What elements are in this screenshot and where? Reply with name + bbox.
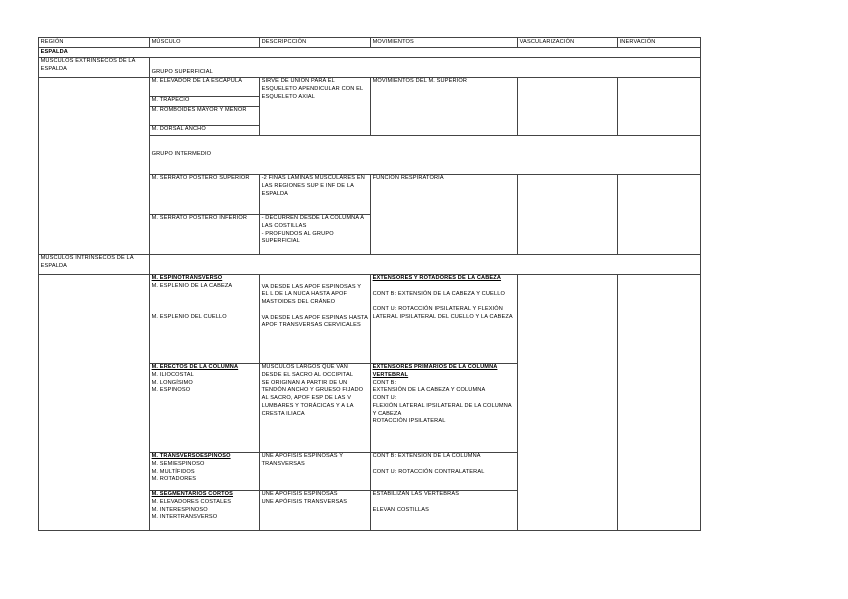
movement-cell: FUNCIÓN RESPIRATORIA <box>371 174 518 254</box>
vascular-cell <box>518 77 618 135</box>
muscle-list: M. SEMIESPINOSO M. MULTÍFIDOS M. ROTADORES <box>151 460 205 483</box>
muscle-list: M. ILIOCOSTAL M. LONGÍSIMO M. ESPINOSO <box>151 371 194 394</box>
muscle-group-cell <box>150 363 260 452</box>
movement-text: CONT B: EXTENSIÓN DE LA CABEZA Y COLUMNA CONT U: FLEXIÓN LATERAL IPSILATERAL DE LA COLUMNA Y CABEZA ROTACCIÓN IPSILATERAL <box>372 379 512 425</box>
header-cell: MÚSCULO <box>150 38 260 48</box>
region-cell <box>39 77 150 254</box>
description-cell: MÚSCULOS LARGOS QUE VAN DESDE EL SACRO AL OCCIPITAL SE ORIGINAN A PARTIR DE UN TENDÓN ANCHO Y GRUESO FIJADO AL SACRO, APOF ESP DE LAS V LUMBARES Y TORÁCICAS Y A LA CRESTA ILIACA <box>260 363 371 452</box>
muscle-cell: M. TRAPECIO <box>150 96 260 106</box>
region-title: ESPALDA <box>39 48 701 58</box>
header-cell: DESCRIPCCIÓN <box>260 38 371 48</box>
innervation-cell <box>618 274 701 530</box>
region-row <box>39 48 701 58</box>
movement-title: EXTENSORES PRIMARIOS DE LA COLUMNA VERTEBRAL <box>372 364 498 378</box>
muscle-cell: M. SERRATO POSTERO SUPERIOR <box>150 174 260 214</box>
description-cell: SIRVE DE UNIÓN PARA EL ESQUELETO APENDICULAR CON EL ESQUELETO AXIAL <box>260 77 371 135</box>
header-cell: REGIÓN <box>39 38 150 48</box>
group-title: M. ESPINOTRANSVERSO <box>151 275 223 282</box>
description-cell: - DECURREN DESDE LA COLUMNA A LAS COSTILLAS - PROFUNDOS AL GRUPO SUPERFICIAL <box>260 214 371 254</box>
movement-cell <box>371 274 518 363</box>
innervation-cell <box>618 174 701 254</box>
muscle-cell: M. SERRATO POSTERO INFERIOR <box>150 214 260 254</box>
table-row <box>39 254 701 274</box>
empty-cell <box>150 254 701 274</box>
muscle-cell: M. DORSAL ANCHO <box>150 125 260 135</box>
muscle-name: M. ESPLENIO DE LA CABEZA <box>151 282 233 289</box>
movement-cell <box>371 363 518 452</box>
group-title: M. TRANSVERSOESPINOSO <box>151 453 231 460</box>
muscle-list: M. ELEVADORES COSTALES M. INTERESPINOSO M. INTERTRANSVERSO <box>151 498 232 521</box>
vascular-cell <box>518 174 618 254</box>
muscle-group-cell <box>150 274 260 363</box>
group-title: M. ERECTOS DE LA COLUMNA <box>151 364 239 371</box>
movement-title: EXTENSORES Y ROTADORES DE LA CABEZA <box>372 275 502 282</box>
table-row <box>39 274 701 363</box>
description-cell: -2 FINAS LÁMINAS MUSCULARES EN LAS REGIONES SUP E INF DE LA ESPALDA <box>260 174 371 214</box>
group-intermedio-title: GRUPO INTERMEDIO <box>150 135 701 174</box>
muscle-group-cell <box>150 490 260 530</box>
muscle-table <box>38 37 701 531</box>
header-cell: VASCULARIZACIÓN <box>518 38 618 48</box>
group-title: M. SEGMENTARIOS CORTOS <box>151 491 234 498</box>
table-row <box>39 57 701 77</box>
description-cell: UNE APÓFISIS ESPINOSAS UNE APÓFISIS TRANSVERSAS <box>260 490 371 530</box>
description-cell <box>260 274 371 363</box>
muscle-cell: M. ROMBOIDES MAYOR Y MENOR <box>150 106 260 125</box>
innervation-cell <box>618 77 701 135</box>
description-text: VA DESDE LAS APOF ESPINAS HASTA APOF TRANSVERSAS CERVICALES <box>261 314 368 329</box>
muscle-group-cell <box>150 452 260 490</box>
muscle-name: M. ESPLENIO DEL CUELLO <box>151 313 227 320</box>
intrinsic-label: MÚSCULOS INTRÍNSECOS DE LA ESPALDA <box>39 254 150 274</box>
description-cell: UNE APÓFISIS ESPINOSAS Y TRANSVERSAS <box>260 452 371 490</box>
group-superficial-title: GRUPO SUPERFICIAL <box>150 57 701 77</box>
vascular-cell <box>518 274 618 530</box>
extrinsic-label: MÚSCULOS EXTRÍNSECOS DE LA ESPALDA <box>39 57 150 77</box>
muscle-cell: M. ELEVADOR DE LA ESCÁPULA <box>150 77 260 96</box>
header-row <box>39 38 701 48</box>
description-text: VA DESDE LAS APOF ESPINOSAS Y EL L DE LA NUCA HASTA APOF MASTOIDES DEL CRÁNEO <box>261 283 362 306</box>
table-row <box>39 77 701 96</box>
movement-cell: ESTABILIZAN LAS VÉRTEBRAS ELEVAN COSTILLAS <box>371 490 518 530</box>
movement-cell: CONT B: EXTENSIÓN DE LA COLUMNA CONT U: ROTACCIÓN CONTRALATERAL <box>371 452 518 490</box>
header-cell: MOVIMIENTOS <box>371 38 518 48</box>
region-cell <box>39 274 150 530</box>
movement-text: CONT U: ROTACCIÓN IPSILATERAL Y FLEXIÓN LATERAL IPSILATERAL DEL CUELLO Y LA CABEZA <box>372 306 513 320</box>
movement-text: CONT B: EXTENSIÓN DE LA CABEZA Y CUELLO <box>372 290 505 297</box>
header-cell: INERVACIÓN <box>618 38 701 48</box>
movement-cell: MOVIMIENTOS DEL M. SUPERIOR <box>371 77 518 135</box>
